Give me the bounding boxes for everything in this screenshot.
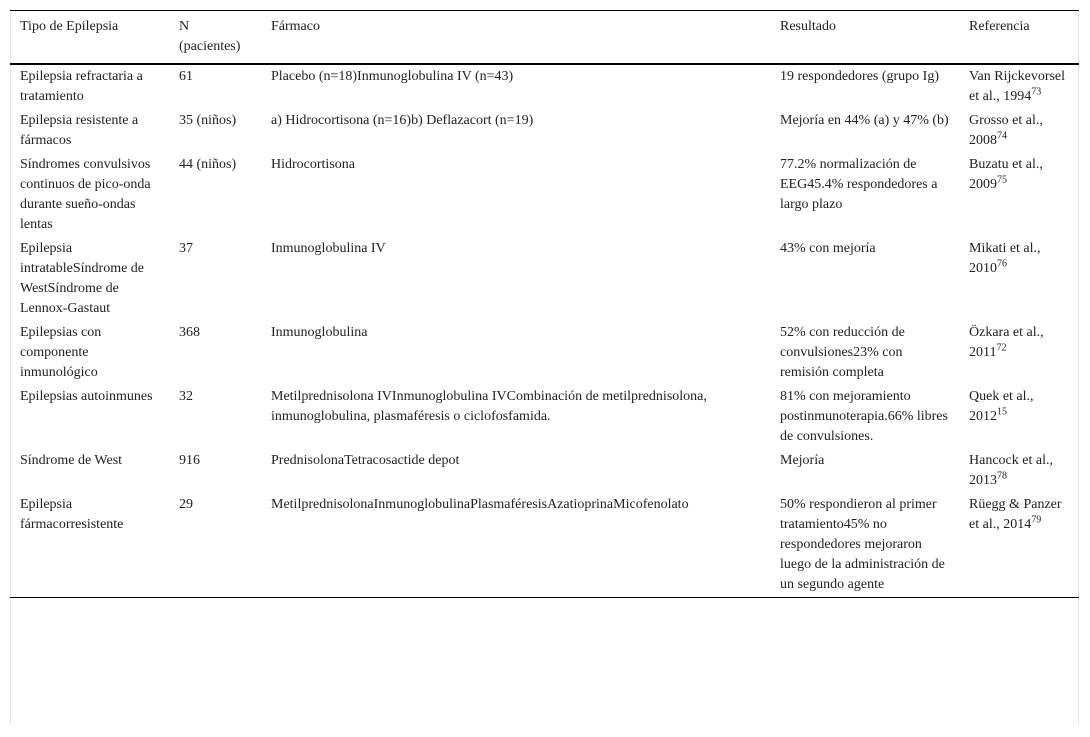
cell-referencia	[959, 64, 1079, 109]
table-row	[10, 153, 1079, 237]
reference-citation: 73	[1031, 86, 1042, 98]
cell-tipo: Epilepsia resistente a fármacos	[20, 113, 139, 148]
cell-resultado: Mejoría	[780, 453, 825, 468]
reference-text: Özkara et al., 2011	[969, 325, 1044, 360]
reference-citation: 78	[997, 470, 1007, 482]
header-tipo: Tipo de Epilepsia	[20, 19, 119, 34]
table-row	[10, 321, 1079, 385]
table-row	[10, 493, 1079, 598]
cell-farmaco: Placebo (n=18)Inmunoglobulina IV (n=43)	[271, 69, 514, 84]
cell-referencia	[959, 237, 1079, 321]
reference-text: Van Rijckevorsel et al., 1994	[969, 69, 1066, 104]
cell-farmaco: Metilprednisolona IVInmunoglobulina IVCombinación de metilprednisolona, inmunoglobulina, plasmaféresis o ciclofosfamida.	[271, 389, 707, 424]
cell-n: 35 (niños)	[179, 113, 237, 128]
cell-tipo: Epilepsias autoinmunes	[20, 389, 153, 404]
cell-resultado: 50% respondieron al primer tratamiento45% no respondedores mejoraron luego de la administración de un segundo agente	[780, 497, 945, 592]
cell-resultado: 19 respondedores (grupo Ig)	[780, 69, 940, 84]
cell-referencia	[959, 153, 1079, 237]
reference-text: Grosso et al., 2008	[969, 113, 1043, 148]
reference-text: Buzatu et al., 2009	[969, 157, 1043, 192]
epilepsy-treatment-table	[10, 10, 1079, 598]
table-container	[10, 10, 1079, 598]
cell-tipo: Epilepsia fármacorresistente	[20, 497, 124, 532]
cell-resultado: 52% con reducción de convulsiones23% con remisión completa	[780, 325, 905, 380]
reference-text: Hancock et al., 2013	[969, 453, 1053, 488]
cell-tipo: Epilepsia intratableSíndrome de WestSíndrome de Lennox-Gastaut	[20, 241, 145, 316]
table-row	[10, 449, 1079, 493]
cell-referencia	[959, 321, 1079, 385]
cell-n: 32	[179, 389, 193, 404]
reference-text: Quek et al., 2012	[969, 389, 1034, 424]
cell-farmaco: Inmunoglobulina	[271, 325, 368, 340]
cell-farmaco: MetilprednisolonaInmunoglobulinaPlasmaféresisAzatioprinaMicofenolato	[271, 497, 689, 512]
reference-citation: 72	[996, 342, 1007, 354]
cell-referencia	[959, 449, 1079, 493]
cell-resultado: 81% con mejoramiento postinmunoterapia.66% libres de convulsiones.	[780, 389, 948, 444]
cell-referencia	[959, 385, 1079, 449]
header-row	[10, 11, 1079, 65]
reference-citation: 74	[997, 130, 1007, 142]
header-farmaco: Fármaco	[271, 19, 320, 34]
cell-farmaco: Inmunoglobulina IV	[271, 241, 386, 256]
table-row	[10, 64, 1079, 109]
table-row	[10, 109, 1079, 153]
cell-n: 37	[179, 241, 193, 256]
reference-citation: 79	[1031, 514, 1042, 526]
table-body	[10, 64, 1079, 598]
cell-n: 29	[179, 497, 193, 512]
header-referencia: Referencia	[969, 19, 1030, 34]
cell-tipo: Síndrome de West	[20, 453, 123, 468]
reference-text: Rüegg & Panzer et al., 2014	[969, 497, 1062, 532]
cell-tipo: Epilepsias con componente inmunológico	[20, 325, 102, 380]
cell-n: 368	[179, 325, 200, 340]
cell-farmaco: PrednisolonaTetracosactide depot	[271, 453, 460, 468]
reference-text: Mikati et al., 2010	[969, 241, 1041, 276]
cell-resultado: 77.2% normalización de EEG45.4% respondedores a largo plazo	[780, 157, 938, 212]
cell-n: 44 (niños)	[179, 157, 237, 172]
reference-citation: 15	[997, 406, 1007, 418]
header-n: N (pacientes)	[179, 19, 241, 54]
table-header	[10, 11, 1079, 65]
cell-tipo: Síndromes convulsivos continuos de pico-onda durante sueño-ondas lentas	[20, 157, 151, 232]
table-row	[10, 385, 1079, 449]
cell-resultado: Mejoría en 44% (a) y 47% (b)	[780, 113, 949, 128]
cell-n: 916	[179, 453, 200, 468]
table-row	[10, 237, 1079, 321]
header-resultado: Resultado	[780, 19, 836, 34]
cell-resultado: 43% con mejoría	[780, 241, 876, 256]
reference-citation: 75	[997, 174, 1007, 186]
cell-tipo: Epilepsia refractaria a tratamiento	[20, 69, 143, 104]
cell-farmaco: a) Hidrocortisona (n=16)b) Deflazacort (n=19)	[271, 113, 534, 128]
cell-n: 61	[179, 69, 193, 84]
cell-referencia	[959, 493, 1079, 598]
cell-referencia	[959, 109, 1079, 153]
cell-farmaco: Hidrocortisona	[271, 157, 355, 172]
reference-citation: 76	[997, 258, 1007, 270]
